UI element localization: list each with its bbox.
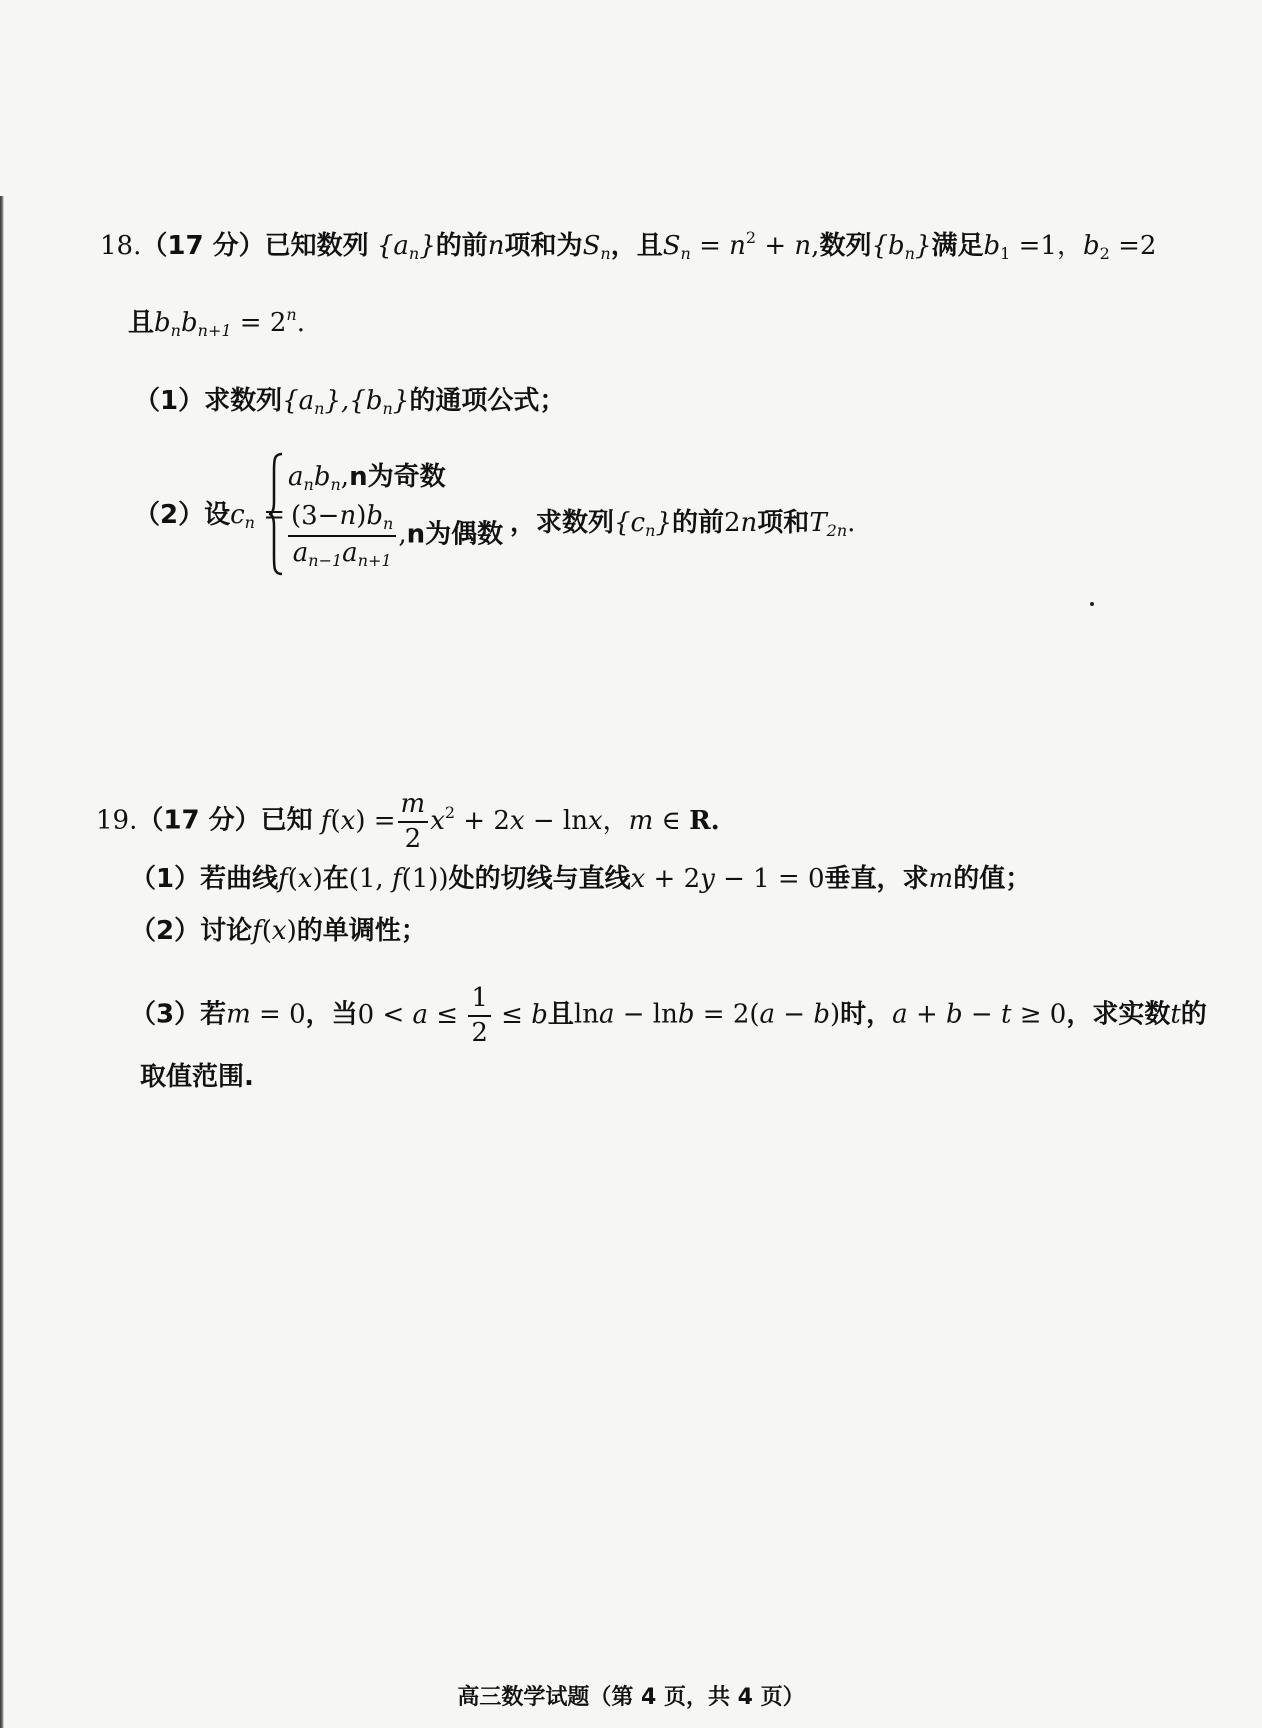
q18-text: 且 xyxy=(128,308,155,338)
q19-number: 19. xyxy=(96,805,138,836)
q18-text: 设 xyxy=(204,500,231,530)
math-ineq: 0 < a ≤ $\frac{1}{2}$ ≤ b xyxy=(357,983,548,1048)
q19-text: 时， xyxy=(840,999,893,1030)
page-footer: 高三数学试题（第 4 页，共 4 页） xyxy=(457,1685,805,1710)
math-fx: f(x) xyxy=(252,916,297,946)
math-set-an: $\{a_n\}$ xyxy=(376,231,436,263)
math-cn-def: $c_n$ = xyxy=(230,500,286,532)
q18-part2-tail xyxy=(510,508,855,540)
q18-text: 项和为 xyxy=(504,231,583,261)
q18-part2-lead xyxy=(134,500,285,532)
math-t2n: $T_{2n}$. xyxy=(809,508,856,540)
q19-text: 且 xyxy=(547,999,574,1030)
math-t: t xyxy=(1170,999,1181,1030)
math-ln-eq: lna − lnb = 2(a − b) xyxy=(573,999,841,1030)
q18-text: 满足 xyxy=(931,231,984,261)
q19-text: 的单调性； xyxy=(296,916,427,946)
math-point: (1, f(1)) xyxy=(348,864,449,894)
math-sn-formula: $S_n = n^2 + n$, xyxy=(662,228,820,263)
math-line: x + 2y − 1 = 0 xyxy=(630,864,825,894)
part-label: （2） xyxy=(134,500,205,530)
q18-line2 xyxy=(128,305,305,340)
part-label: （3） xyxy=(130,999,201,1030)
math-b1: $b_1 =1$，$b_2 =2$ xyxy=(983,231,1157,263)
q18-score: （17 分） xyxy=(141,231,265,261)
math-anbn: $a_nb_n$, xyxy=(288,462,350,494)
q19-text: 讨论 xyxy=(200,916,253,946)
q18-text: 项和 xyxy=(757,508,810,538)
q19-text: 若 xyxy=(200,999,227,1030)
q18-text: 的前 xyxy=(671,508,724,538)
math-abt: a + b − t ≥ 0 xyxy=(892,999,1067,1030)
q18-text: 的通项公式； xyxy=(409,386,566,416)
q18-text: 数列 xyxy=(819,231,872,261)
q19-text: 垂直，求 xyxy=(824,864,929,894)
q19-text: 处的切线与直线 xyxy=(448,864,631,894)
q19-text: 若曲线 xyxy=(200,864,279,894)
q18-text: 的前 xyxy=(435,231,488,261)
q18-line1 xyxy=(100,228,1156,263)
q18-text: ，且 xyxy=(610,231,663,261)
math-sn: $S_n$ xyxy=(582,231,611,263)
q19-score: （17 分） xyxy=(137,805,261,836)
math-recurrence: $b_nb_{n+1} = 2^n$. xyxy=(154,305,305,340)
q19-text: 取值范围. xyxy=(140,1062,254,1092)
q19-text: 的值； xyxy=(953,864,1032,894)
math-m: m xyxy=(928,864,954,894)
part-label: （2） xyxy=(130,916,201,946)
case-odd xyxy=(288,456,446,494)
scan-speck xyxy=(1090,602,1094,606)
q19-line1 xyxy=(96,790,720,853)
math-set-cn: $\{c_n\}$ xyxy=(614,508,672,540)
case-odd-label: n为奇数 xyxy=(349,462,446,492)
math-2n: 2n xyxy=(724,508,758,538)
math-fx-def: f(x) = $\frac{m}{2}$ $x^2 + 2x - \ln x$，m ∈ R. xyxy=(320,789,720,854)
q19-text: 已知 xyxy=(260,805,313,836)
q19-part2 xyxy=(130,916,427,947)
math-m0: m = 0 xyxy=(226,999,306,1030)
math-set-bn: $\{b_n\}$ xyxy=(871,231,932,263)
q19-part1 xyxy=(130,864,1031,895)
math-n: n xyxy=(487,231,505,261)
part-label: （1） xyxy=(130,864,201,894)
part-label: （1） xyxy=(134,386,205,416)
case-even: $\frac{(3-n)b_n}{a_{n-1}a_{n+1}}$ ,n为偶数 xyxy=(286,502,503,569)
scan-edge xyxy=(0,196,4,1728)
left-brace-icon xyxy=(268,452,284,576)
math-fx: f(x) xyxy=(278,864,323,894)
q18-part1 xyxy=(134,386,565,418)
q19-text: 的 xyxy=(1180,999,1207,1030)
q19-text: ，当 xyxy=(305,999,358,1030)
q18-text: ，求数列 xyxy=(510,508,615,538)
fraction: $\frac{(3-n)b_n}{a_{n-1}a_{n+1}}$ xyxy=(288,502,396,569)
q18-text: 求数列 xyxy=(204,386,283,416)
case-even-label: n为偶数 xyxy=(406,519,504,550)
math-sets: $\{a_n\},\{b_n\}$ xyxy=(282,386,410,418)
q19-text: ，求实数 xyxy=(1066,999,1171,1030)
q19-part3 xyxy=(130,984,1207,1047)
q18-number: 18. xyxy=(100,231,142,261)
q19-text: 在 xyxy=(322,864,349,894)
q18-text: 已知数列 xyxy=(264,231,369,261)
q19-part3-line2 xyxy=(140,1062,254,1093)
